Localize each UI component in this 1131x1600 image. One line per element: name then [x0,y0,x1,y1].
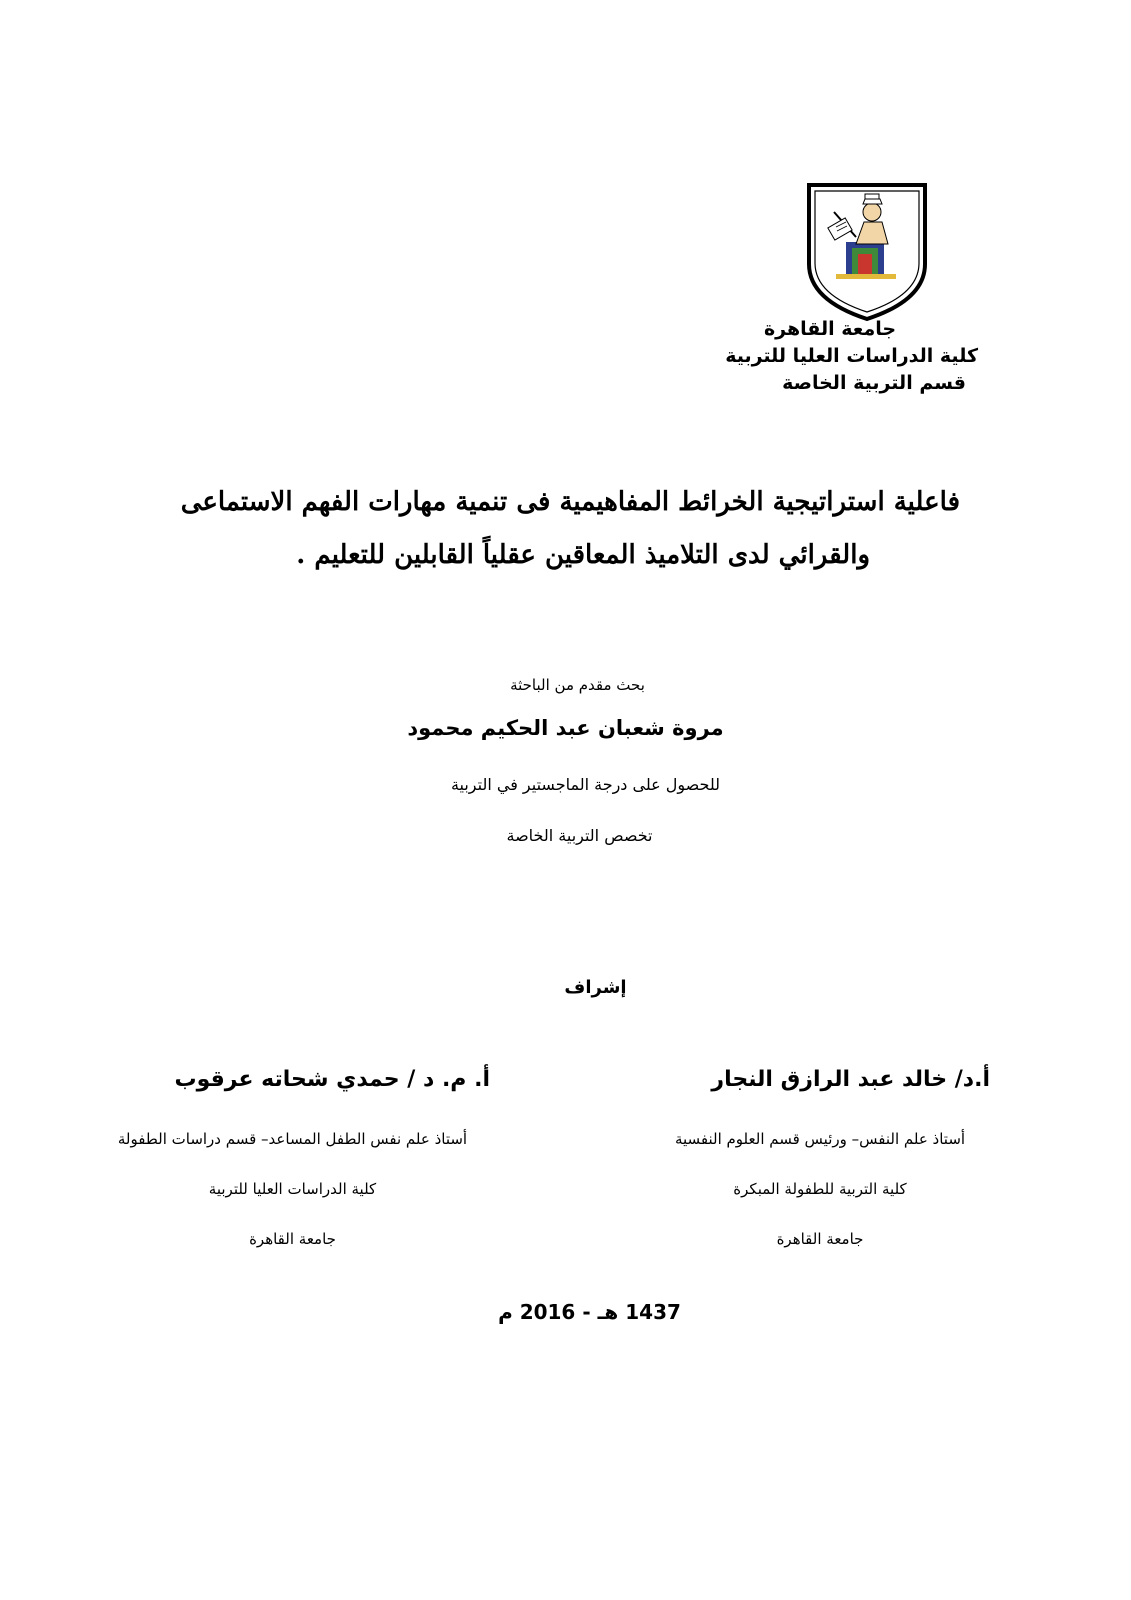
supervisor-1-role: أستاذ علم النفس– ورئيس قسم العلوم النفسية [674,1130,966,1148]
thesis-title-line-2: والقرائي لدى التلاميذ المعاقين عقلياً القابلين للتعليم . [296,540,870,570]
supervisor-1-name: أ.د/ خالد عبد الرازق النجار [711,1067,990,1092]
cairo-university-logo [806,182,928,322]
author-name: مروة شعبان عبد الحكيم محمود [407,716,724,740]
submission-date: 1437 هـ - 2016 م [498,1300,681,1324]
university-name: جامعة القاهرة [763,318,897,340]
specialization: تخصص التربية الخاصة [506,826,653,845]
supervision-heading: إشراف [564,977,627,998]
supervisor-2-name: أ. م. د / حمدي شحاته عرقوب [174,1067,490,1092]
supervisor-1-college: كلية التربية للطفولة المبكرة [733,1180,907,1198]
degree-statement: للحصول على درجة الماجستير في التربية [450,775,721,794]
thesis-title-line-1: فاعلية استراتيجية الخرائط المفاهيمية فى تنمية مهارات الفهم الاستماعى [180,487,960,517]
college-name: كلية الدراسات العليا للتربية [725,345,978,367]
presented-by-label: بحث مقدم من الباحثة [510,676,645,694]
department-name: قسم التربية الخاصة [782,372,966,394]
supervisor-1-university: جامعة القاهرة [776,1230,864,1248]
supervisor-2-university: جامعة القاهرة [249,1230,336,1248]
supervisor-2-role: أستاذ علم نفس الطفل المساعد– قسم دراسات الطفولة [117,1130,468,1148]
supervisor-2-college: كلية الدراسات العليا للتربية [208,1180,377,1198]
